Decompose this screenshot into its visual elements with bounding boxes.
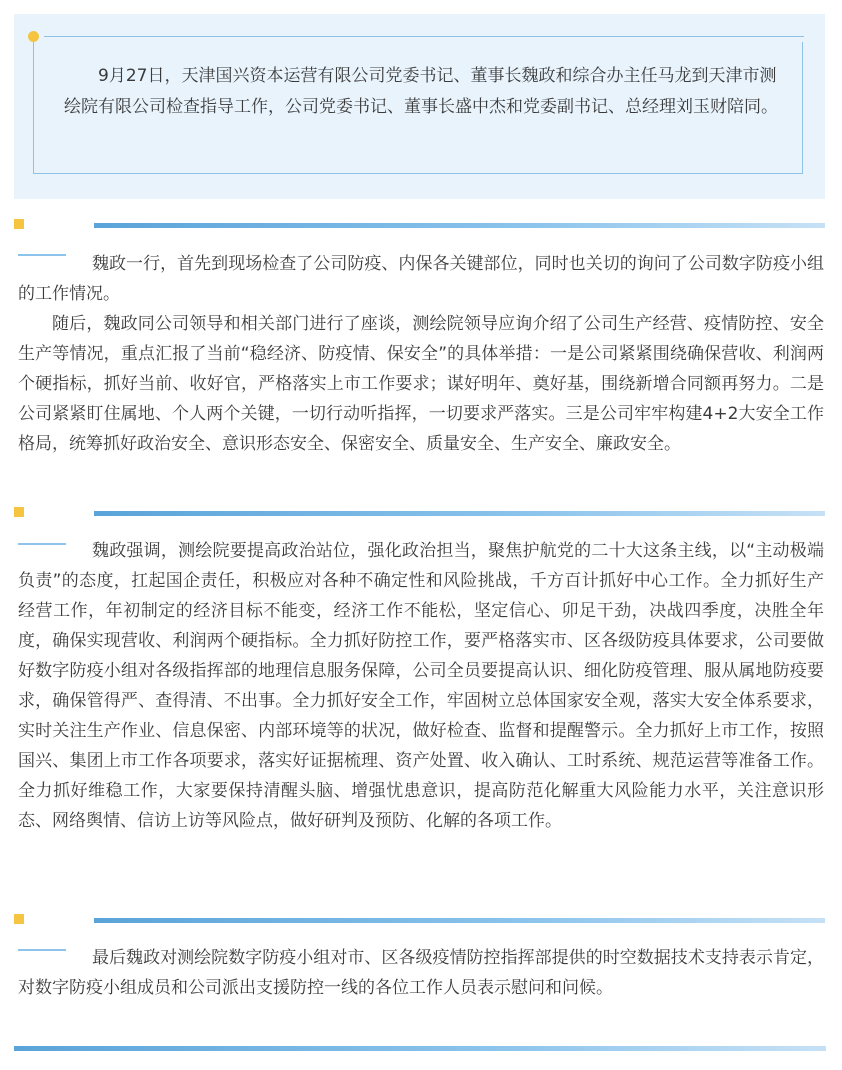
intro-text-block — [64, 61, 788, 123]
yellow-dot-icon — [28, 31, 39, 42]
section-divider — [14, 216, 826, 232]
intro-top-line — [44, 36, 804, 37]
bottom-divider-bar — [14, 1046, 826, 1051]
yellow-square-icon — [14, 507, 24, 517]
paragraph: 最后魏政对测绘院数字防疫小组对市、区各级疫情防控指挥部提供的时空数据技术支持表示肯定，对数字防疫小组成员和公司派出支援防控一线的各位工作人员表示慰问和问候。 — [18, 948, 824, 998]
intro-paragraph: 9月27日，天津国兴资本运营有限公司党委书记、董事长魏政和综合办主任马龙到天津市测绘院有限公司检查指导工作，公司党委书记、董事长盛中杰和党委副书记、总经理刘玉财陪同。 — [64, 66, 778, 117]
section-1 — [18, 249, 824, 459]
yellow-square-icon — [14, 219, 24, 229]
paragraph: 随后，魏政同公司领导和相关部门进行了座谈，测绘院领导应询介绍了公司生产经营、疫情防控、安全生产等情况，重点汇报了当前“稳经济、防疫情、保安全”的具体举措：一是公司紧紧围绕确保营收、利润两个硬指标，抓好当前、收好官，严格落实上市工作要求；谋好明年、奠好基，围绕新增合同额再努力。二是公司紧紧盯住属地、个人两个关键，一切行动听指挥，一切要求严落实。三是公司牢牢构建4+2大安全工作格局，统筹抓好政治安全、意识形态安全、保密安全、质量安全、生产安全、廉政安全。 — [18, 314, 824, 454]
section-2 — [18, 536, 824, 836]
section-divider — [14, 504, 826, 520]
divider-bar — [94, 918, 825, 923]
section-divider — [14, 911, 826, 927]
paragraph: 魏政一行，首先到现场检查了公司防疫、内保各关键部位，同时也关切的询问了公司数字防疫小组的工作情况。 — [18, 254, 824, 304]
section-3 — [18, 943, 824, 1003]
yellow-square-icon — [14, 914, 24, 924]
divider-bar — [94, 223, 825, 228]
divider-bar — [94, 511, 825, 516]
paragraph: 魏政强调，测绘院要提高政治站位，强化政治担当，聚焦护航党的二十大这条主线，以“主动极端负责”的态度，扛起国企责任，积极应对各种不确定性和风险挑战，千方百计抓好中心工作。全力抓好生产经营工作，年初制定的经济目标不能变，经济工作不能松，坚定信心、卯足干劲，决战四季度，决胜全年度，确保实现营收、利润两个硬指标。全力抓好防控工作，要严格落实市、区各级防疫具体要求，公司要做好数字防疫小组对各级指挥部的地理信息服务保障，公司全员要提高认识、细化防疫管理、服从属地防疫要求，确保管得严、查得清、不出事。全力抓好安全工作，牢固树立总体国家安全观，落实大安全体系要求，实时关注生产作业、信息保密、内部环境等的状况，做好检查、监督和提醒警示。全力抓好上市工作，按照国兴、集团上市工作各项要求，落实好证据梳理、资产处置、收入确认、工时系统、规范运营等准备工作。全力抓好维稳工作，大家要保持清醒头脑、增强忧患意识，提高防范化解重大风险能力水平，关注意识形态、网络舆情、信访上访等风险点，做好研判及预防、化解的各项工作。 — [18, 541, 824, 831]
